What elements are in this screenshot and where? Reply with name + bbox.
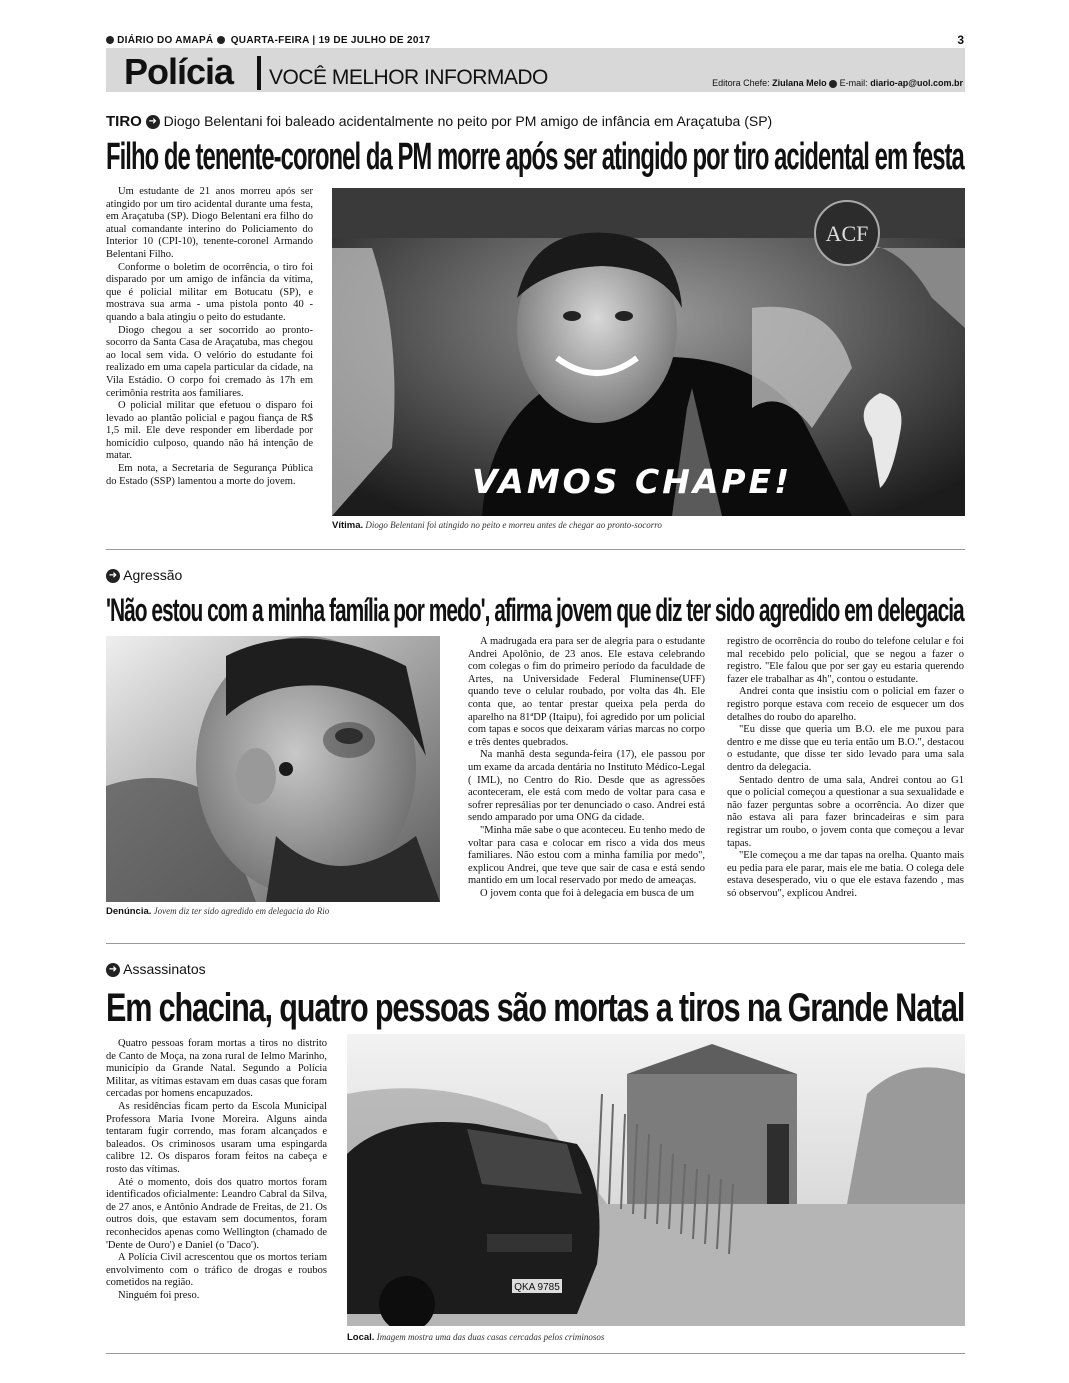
- page-number: 3: [957, 33, 964, 47]
- section-rule: [106, 943, 965, 944]
- top-info-line: [106, 35, 964, 46]
- story1-headline: Filho de tenente-coronel da PM morre após ser atingido por tiro acidental em festa: [106, 136, 964, 178]
- bullet-icon: [829, 80, 837, 88]
- crime-scene-illustration: [347, 1034, 965, 1326]
- paragraph: Conforme o boletim de ocorrência, o tiro foi disparado por um amigo de infância da vítima, que é policial militar em Botucatu (SP), e mostrava sua arma - uma pistola ponto 40 - quando a bala atingiu o peito do estudante.: [106, 261, 313, 323]
- story2-headline: 'Não estou com a minha família por medo', afirma jovem que diz ter sido agredido em delegacia: [106, 592, 964, 628]
- story3-caption: [347, 1332, 604, 1343]
- story1-kicker-text: Diogo Belentani foi baleado acidentalmente no peito por PM amigo de infância em Araçatuba (SP): [163, 113, 773, 129]
- caption-text: Imagem mostra uma das duas casas cercadas pelos criminosos: [376, 1332, 605, 1342]
- section-title: Polícia: [124, 51, 234, 92]
- story3-tag: Assassinatos: [123, 961, 206, 977]
- story3-kicker: [106, 960, 206, 978]
- story1-tag: TIRO: [106, 113, 142, 130]
- section-divider: [257, 56, 261, 90]
- story2-kicker: [106, 566, 182, 584]
- caption-text: Jovem diz ter sido agredido em delegacia do Rio: [153, 906, 330, 916]
- paragraph: Até o momento, dois dos quatro mortos foram identificados oficialmente: Leandro Cabral da Silva, de 27 anos, e Antônio Andrade de Freitas, de 21. Os outros dois, que estavam sem documentos, foram reconhecidos apenas como Wellington (chamado de 'Dente de Ouro') e Daniel (o 'Daco').: [106, 1176, 327, 1251]
- paragraph: Ninguém foi preso.: [118, 1289, 200, 1301]
- injured-man-illustration: [106, 636, 440, 902]
- paragraph: Um estudante de 21 anos morreu após ser atingido por um tiro acidental durante uma festa, em Araçatuba (SP). Diogo Belentani era filho do atual comandante interino do Policiamento do Interior 10 (CPI-10), tenente-coronel Armando Belentani Filho.: [106, 186, 313, 260]
- arrow-icon: ➜: [146, 115, 160, 129]
- story2-column-1: [468, 636, 705, 900]
- caption-text: Diogo Belentani foi atingido no peito e morreu antes de chegar ao pronto-socorro: [365, 520, 662, 530]
- story1-photo: [332, 188, 965, 516]
- story1-kicker: [106, 112, 966, 131]
- caption-label: Local.: [347, 1332, 375, 1343]
- email-label: E-mail:: [839, 78, 868, 88]
- paragraph: Quatro pessoas foram mortas a tiros no distrito de Canto de Moça, na zona rural de Ielmo Marinho, município da Grande Natal. Segundo a Polícia Militar, as vítimas estavam em duas casas que foram cercadas por homens encapuzados.: [106, 1038, 327, 1100]
- paragraph: registro de ocorrência do roubo do telefone celular e foi mal recebido pelo policial, que se negou a fazer o registro. "Ele falou que por ser gay eu estaria querendo fazer ele trabalhar as 4h", contou o estudante.: [727, 636, 964, 685]
- editor-label: Editora Chefe:: [712, 78, 770, 88]
- section-tagline: VOCÊ MELHOR INFORMADO: [269, 66, 548, 89]
- masthead: DIÁRIO DO AMAPÁ: [117, 35, 214, 46]
- bullet-icon: [217, 36, 225, 44]
- paragraph: Em nota, a Secretaria de Segurança Pública do Estado (SSP) lamentou a morte do jovem.: [106, 463, 313, 487]
- arrow-icon: ➜: [106, 569, 120, 583]
- paragraph: As residências ficam perto da Escola Municipal Professora Maria Ivone Moreira. Alguns ainda tentaram fugir correndo, mas foram alcançados e baleados. Os criminosos usaram uma espingarda calibre 12. Os disparos foram feitos na cabeça e rosto das vítimas.: [106, 1100, 327, 1175]
- story3-body: [106, 1038, 327, 1302]
- editor-name: Ziulana Melo: [772, 78, 827, 88]
- arrow-icon: ➜: [106, 963, 120, 977]
- caption-label: Vítima.: [332, 520, 364, 531]
- paragraph: O policial militar que efetuou o disparo foi levado ao plantão policial e pagou fiança de R$ 1,5 mil. Ele deve responder em liberdade por homicídio culposo, quando não há intenção de matar.: [106, 400, 313, 462]
- story2-photo: [106, 636, 440, 902]
- paragraph: Andrei conta que insistiu com o policial em fazer o registro porque estava com receio de esquecer um dos detalhes do roubo do aparelho.: [727, 686, 964, 723]
- story1-body: [106, 186, 313, 488]
- story2-tag: Agressão: [123, 567, 183, 583]
- caption-label: Denúncia.: [106, 906, 152, 917]
- paragraph: "Minha mãe sabe o que aconteceu. Eu tenho medo de voltar para casa e colocar em risco a vida dos meus familiares. Não estou com a minha família por medo", explicou Andrei, que teve que sair de casa e está sendo mantido em um local reservado por medo de ameaças.: [468, 824, 705, 887]
- paragraph: Diogo chegou a ser socorrido ao pronto-socorro da Santa Casa de Araçatuba, mas chegou ao local sem vida. O velório do estudante foi realizado em uma capela particular da cidade, na Vila Estádio. O corpo foi cremado às 17h em cerimônia restrita aos familiares.: [106, 324, 313, 399]
- photo-banner-text: VAMOS CHAPE!: [472, 462, 793, 501]
- paragraph: A madrugada era para ser de alegria para o estudante Andrei Apolônio, de 23 anos. Ele estava celebrando com colegas o fim do primeiro período da faculdade de Artes, na Universidade Federal Fluminense(UFF) quando teve o celular roubado, por volta das 4h. Ele conta que, ao tentar prestar queixa pela perda do aparelho na 81ªDP (Itaipu), foi agredido por um policial com tapas e socos que deixaram várias marcas no corpo e três dentes quebrados.: [468, 636, 705, 748]
- email-address: diario-ap@uol.com.br: [870, 78, 963, 88]
- story3-headline: Em chacina, quatro pessoas são mortas a tiros na Grande Natal: [106, 986, 965, 1030]
- bullet-icon: [106, 36, 114, 44]
- svg-text:QKA 9785: QKA 9785: [514, 1282, 560, 1293]
- paragraph: Na manhã desta segunda-feira (17), ele passou por um exame da arcada dentária no Instituto Médico-Legal ( IML), no Centro do Rio. Desde que as agressões aconteceram, ele está com medo de voltar para casa e sofrer represálias por ter denunciado o caso. Andrei está sendo amparado por uma ONG da cidade.: [468, 749, 705, 824]
- story1-caption: [332, 520, 662, 531]
- section-rule: [106, 1353, 965, 1354]
- paragraph: Sentado dentro de uma sala, Andrei contou ao G1 que o policial começou a questionar a sua sexualidade e não fazer perguntas sobre a ocorrência. Ao dizer que não estava ali para fazer brincadeiras e sim para registrar um roubo, o jovem conta que começou a levar tapas.: [727, 774, 964, 849]
- issue-date: QUARTA-FEIRA | 19 DE JULHO DE 2017: [230, 35, 431, 46]
- story3-photo: [347, 1034, 965, 1326]
- story2-caption: [106, 906, 329, 917]
- paragraph: "Ele começou a me dar tapas na orelha. Quanto mais eu pedia para ele parar, mais ele me batia. O colega dele estava desesperado, viu o que ele estava fazendo , mas só observou", explicou Andrei.: [727, 850, 964, 899]
- svg-text:ACF: ACF: [825, 221, 869, 246]
- paragraph: A Polícia Civil acrescentou que os mortos teriam envolvimento com o tráfico de drogas e roubos cometidos na região.: [106, 1252, 327, 1289]
- paragraph: O jovem conta que foi à delegacia em busca de um: [480, 887, 694, 899]
- section-rule: [106, 549, 965, 550]
- paragraph: "Eu disse que queria um B.O. ele me puxou para dentro e me disse que eu teria então um B.O.", destacou o estudante, que disse ter sido levado para uma sala dentro da delegacia.: [727, 724, 964, 773]
- story2-column-2: [727, 636, 964, 900]
- editor-credit: [712, 78, 963, 88]
